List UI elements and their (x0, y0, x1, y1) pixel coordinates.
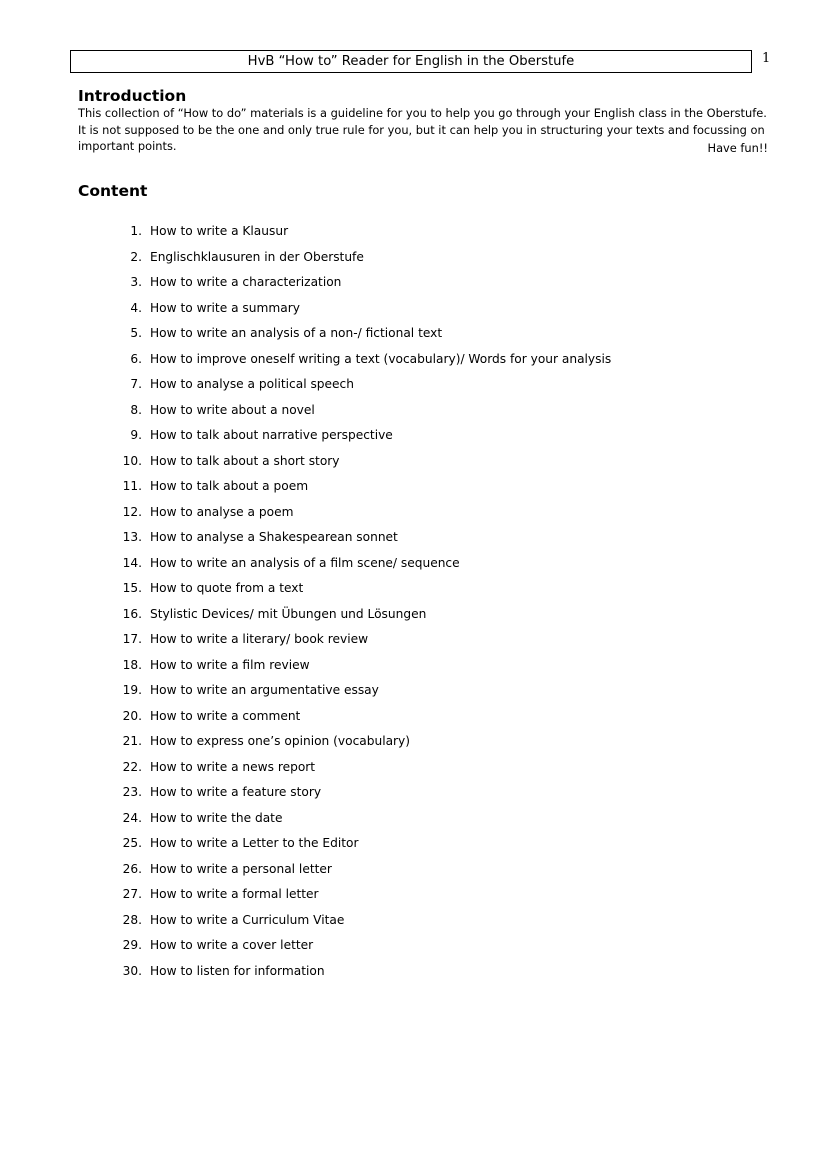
list-item-number: 7. (130, 377, 142, 391)
list-item (118, 525, 808, 551)
list-item (118, 245, 808, 271)
list-item-number: 11. (122, 479, 142, 493)
list-item (118, 831, 808, 857)
list-item-number: 24. (122, 810, 142, 825)
list-item-label: How to write a comment (150, 708, 301, 723)
list-item-label: How to talk about a poem (150, 479, 309, 493)
list-item (118, 780, 808, 806)
list-item (118, 372, 808, 398)
list-item (118, 882, 808, 908)
list-item-number: 13. (122, 530, 142, 544)
list-item-label: How to talk about a short story (150, 453, 340, 468)
page-number: 1 (762, 51, 771, 66)
list-item-number: 17. (122, 632, 142, 646)
list-item (118, 576, 808, 602)
list-item-number: 14. (122, 555, 142, 570)
content-list (78, 219, 808, 984)
list-item (118, 857, 808, 883)
list-item-label: How to analyse a Shakespearean sonnet (150, 530, 398, 544)
list-item-number: 25. (122, 836, 142, 850)
list-item-number: 5. (130, 326, 142, 340)
list-item (118, 551, 808, 577)
list-item-label: How to write a personal letter (150, 861, 332, 876)
list-item (118, 423, 808, 449)
list-item (118, 755, 808, 781)
list-item-label: How to write an argumentative essay (150, 683, 379, 697)
page-header (70, 50, 780, 75)
list-item-label: How to listen for information (150, 963, 325, 978)
list-item (118, 627, 808, 653)
document-title: HvB “How to” Reader for English in the Oberstufe (247, 53, 575, 69)
list-item-number: 3. (130, 275, 142, 289)
list-item-number: 10. (122, 453, 142, 468)
list-item-label: How to write an analysis of a film scene/ sequence (150, 555, 460, 570)
list-item-number: 28. (122, 912, 142, 927)
list-item-label: How to write a Klausur (150, 224, 289, 238)
list-item (118, 449, 808, 475)
list-item (118, 321, 808, 347)
list-item-label: How to talk about narrative perspective (150, 428, 393, 442)
list-item-label: How to write about a novel (150, 402, 315, 417)
document-title-box (70, 50, 752, 73)
list-item (118, 704, 808, 730)
list-item-number: 27. (122, 887, 142, 901)
list-item (118, 296, 808, 322)
list-item-label: Englischklausuren in der Oberstufe (150, 249, 364, 264)
list-item-number: 30. (122, 963, 142, 978)
list-item-label: How to write a Letter to the Editor (150, 836, 359, 850)
list-item-label: How to write a film review (150, 657, 310, 672)
list-item-number: 9. (130, 428, 142, 442)
introduction-heading: Introduction (78, 86, 187, 105)
list-item (118, 806, 808, 832)
list-item (118, 908, 808, 934)
list-item-number: 22. (122, 759, 142, 774)
list-item-number: 2. (130, 249, 142, 264)
list-item (118, 347, 808, 373)
list-item-number: 15. (122, 581, 142, 595)
list-item (118, 474, 808, 500)
list-item-number: 1. (130, 224, 142, 238)
list-item-number: 12. (122, 504, 142, 519)
list-item-number: 4. (130, 300, 142, 315)
list-item-number: 19. (122, 683, 142, 697)
list-item-number: 6. (130, 351, 142, 366)
list-item-number: 18. (122, 657, 142, 672)
list-item-label: How to write a characterization (150, 275, 342, 289)
list-item (118, 933, 808, 959)
list-item (118, 678, 808, 704)
list-item-label: How to write an analysis of a non-/ fictional text (150, 326, 443, 340)
list-item-label: How to write a feature story (150, 785, 322, 799)
list-item-number: 16. (122, 606, 142, 621)
list-item-label: How to analyse a poem (150, 504, 294, 519)
list-item (118, 653, 808, 679)
list-item-label: How to improve oneself writing a text (vocabulary)/ Words for your analysis (150, 351, 612, 366)
content-heading: Content (78, 181, 148, 200)
list-item-label: How to quote from a text (150, 581, 304, 595)
list-item-label: How to write a formal letter (150, 887, 319, 901)
list-item-label: How to write a summary (150, 300, 300, 315)
list-item-number: 20. (122, 708, 142, 723)
list-item-label: How to write a Curriculum Vitae (150, 912, 345, 927)
list-item (118, 500, 808, 526)
list-item-label: How to analyse a political speech (150, 377, 354, 391)
introduction-paragraph: This collection of “How to do” materials is a guideline for you to help you go through your English class in the Oberstufe. It is not supposed to be the one and only true rule for you, but it can help you in structuring your texts and focussing on important points. (78, 106, 767, 153)
list-item (118, 270, 808, 296)
list-item-label: Stylistic Devices/ mit Übungen und Lösungen (150, 606, 427, 621)
list-item-number: 21. (122, 734, 142, 748)
list-item-label: How to write the date (150, 810, 283, 825)
list-item-number: 23. (122, 785, 142, 799)
list-item-label: How to write a cover letter (150, 938, 314, 952)
list-item-number: 29. (122, 938, 142, 952)
list-item-label: How to write a news report (150, 759, 316, 774)
list-item-label: How to write a literary/ book review (150, 632, 369, 646)
list-item-number: 26. (122, 861, 142, 876)
list-item-label: How to express one’s opinion (vocabulary) (150, 734, 411, 748)
list-item (118, 398, 808, 424)
list-item (118, 729, 808, 755)
list-item (118, 959, 808, 985)
list-item (118, 219, 808, 245)
list-item (118, 602, 808, 628)
list-item-number: 8. (130, 402, 142, 417)
introduction-closing-note: Have fun!! (707, 141, 768, 155)
